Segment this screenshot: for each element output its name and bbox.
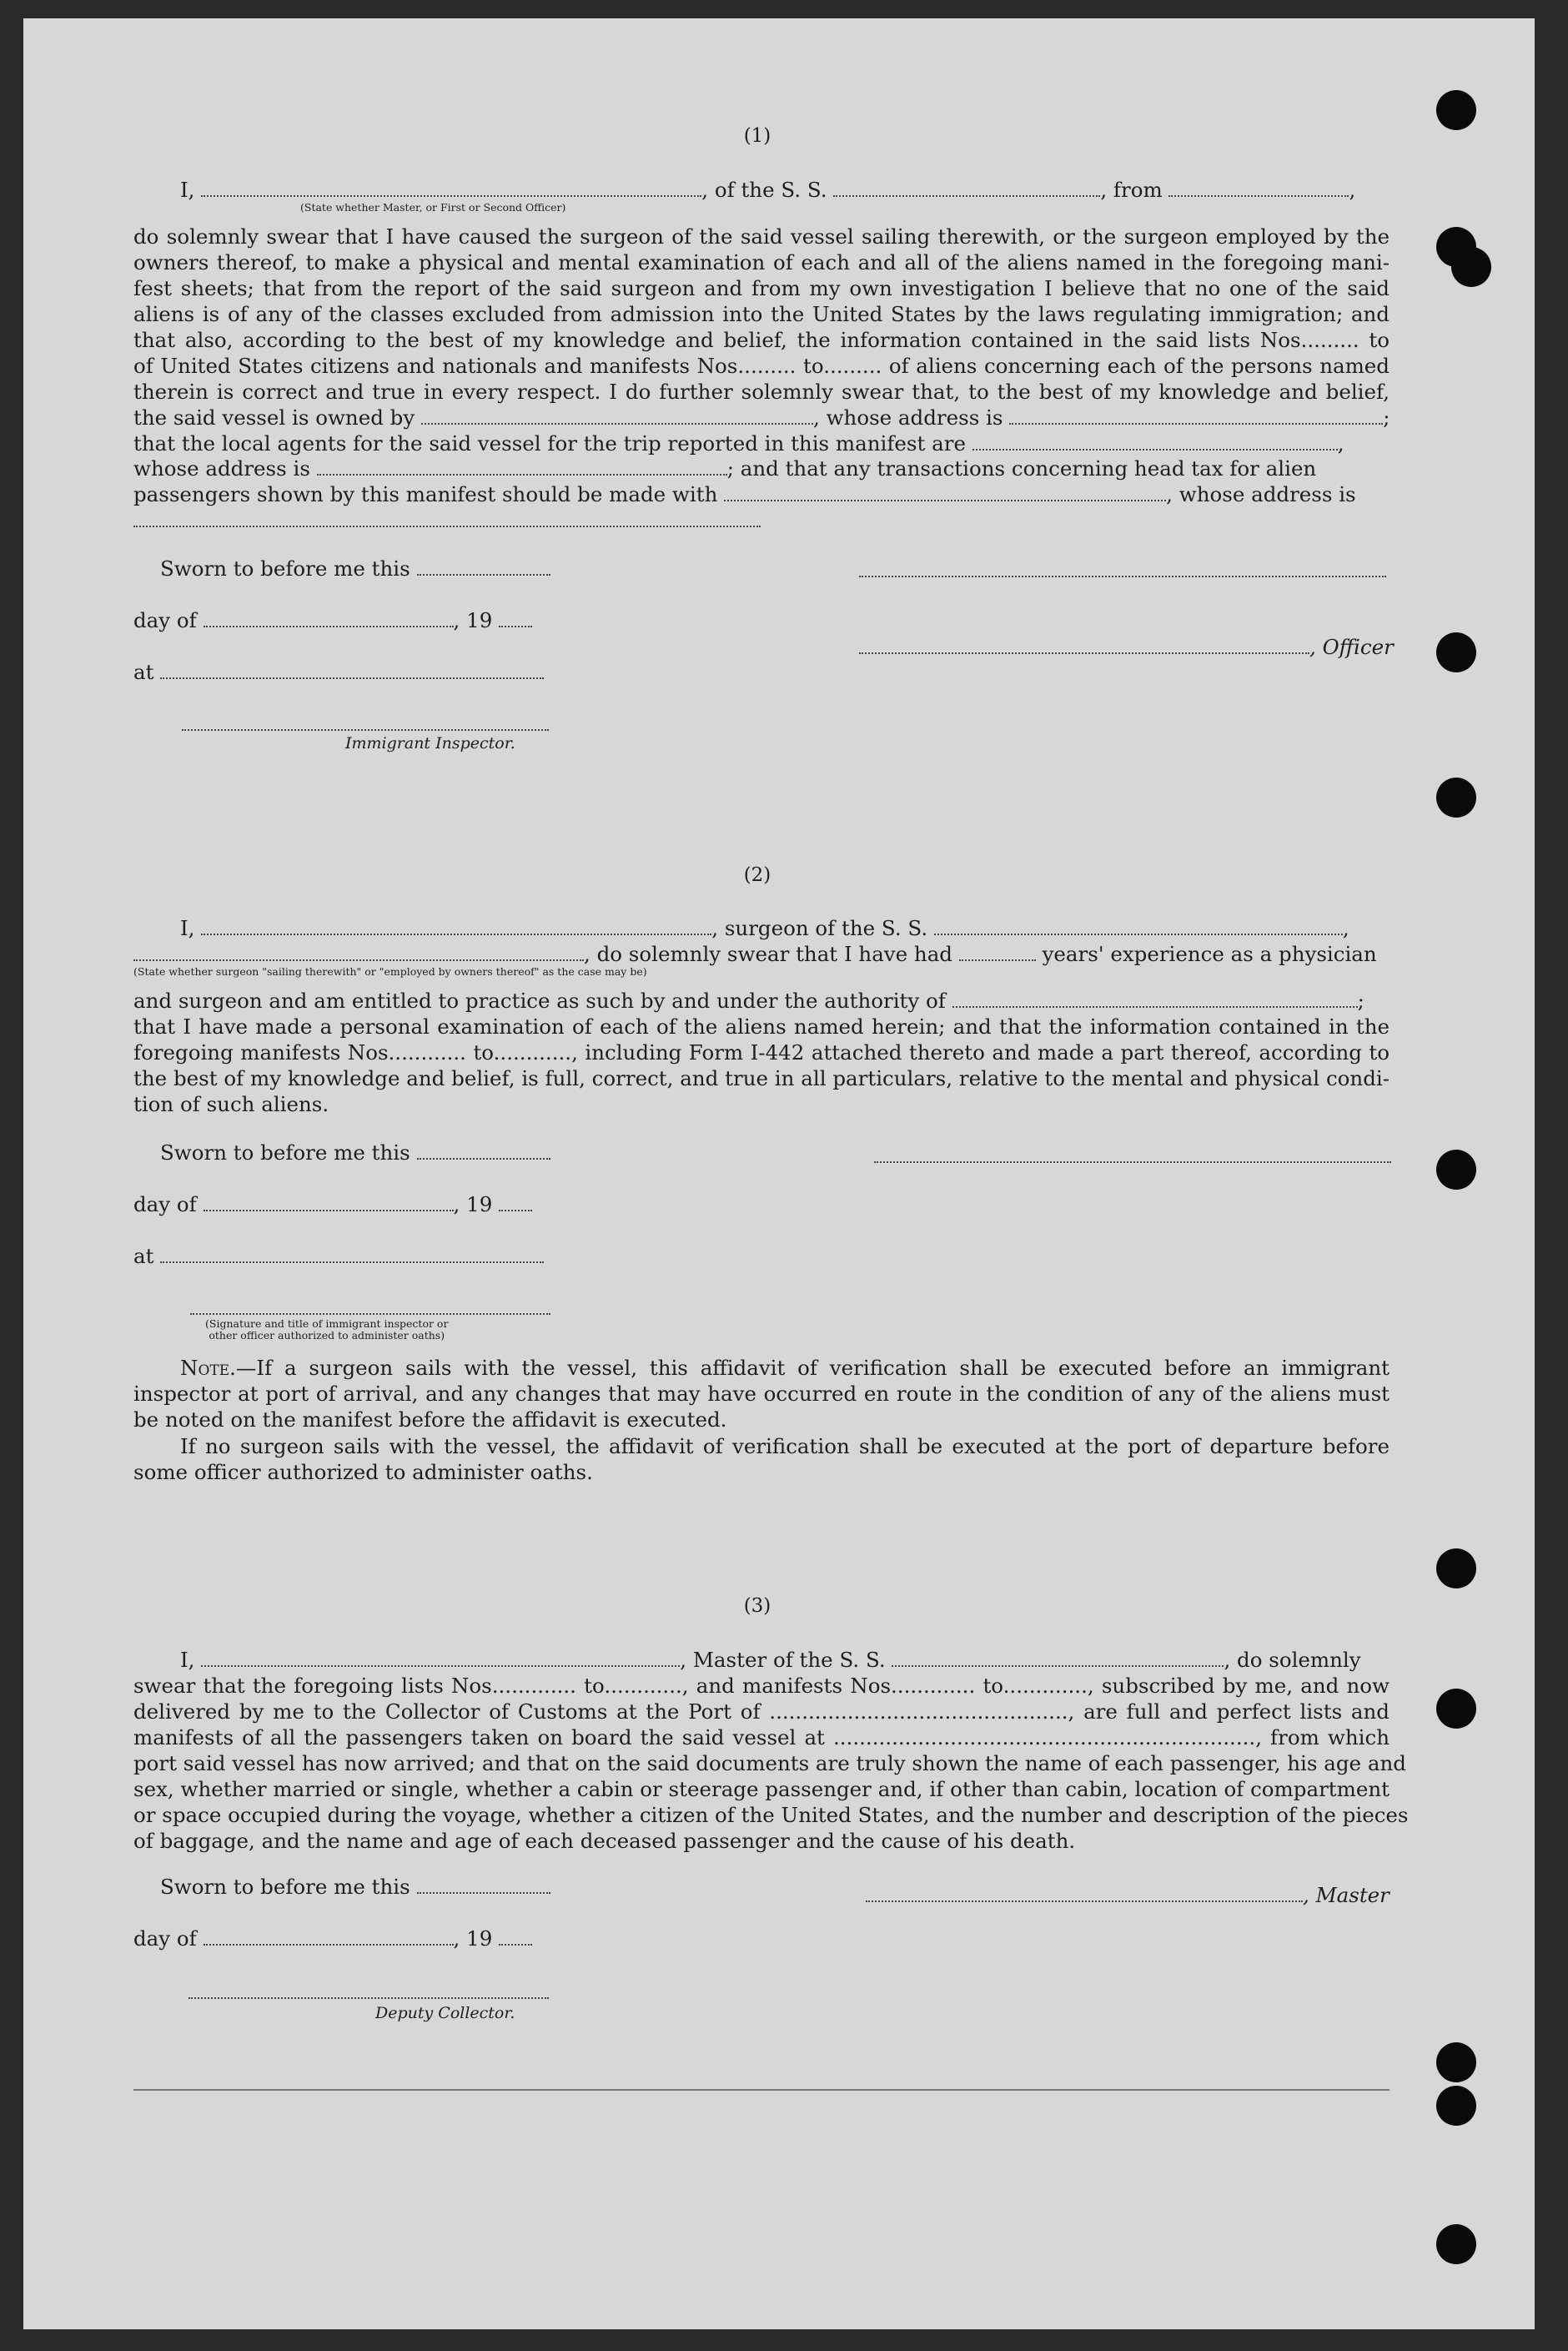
sworn-day-field[interactable] xyxy=(417,1143,550,1160)
surgeon-of-label: , surgeon of the S. S. xyxy=(711,916,928,940)
punch-hole xyxy=(1436,2086,1476,2126)
master-line-text: sex, whether married or single, whether a cabin or steerage passenger and, if other than cabin, location of compartment xyxy=(133,1777,1390,1801)
punch-hole xyxy=(1436,2042,1476,2082)
at-line xyxy=(133,659,544,685)
year-field[interactable] xyxy=(499,1929,532,1946)
oath-line: of United States citizens and nationals and manifests Nos......... to......... of aliens concerning each of the persons named xyxy=(133,354,1390,378)
note-line xyxy=(133,1355,1390,1381)
sworn-line xyxy=(160,1874,550,1900)
sworn-label: Sworn to before me this xyxy=(160,556,410,581)
punch-hole xyxy=(1436,778,1476,818)
master-of-label: , Master of the S. S. xyxy=(680,1648,886,1672)
year-label: , 19 xyxy=(453,608,493,632)
note-line: be noted on the manifest before the affidavit is executed. xyxy=(133,1407,727,1432)
sworn-day-field[interactable] xyxy=(417,559,550,576)
authority-line: and surgeon and am entitled to practice as such by and under the authority of ; xyxy=(133,989,1364,1013)
oath-line: do solemnly swear that I have caused the surgeon of the said vessel sailing therewith, or the surgeon employed by the xyxy=(133,224,1390,249)
oath-line: fest sheets; that from the report of the said surgeon and from my own investigation I believe that no one of the said xyxy=(133,276,1390,300)
master-paragraph xyxy=(133,1673,1409,1854)
sworn-line xyxy=(160,556,550,581)
master-line-text: delivered by me to the Collector of Customs at the Port of .............................................., are full and perfect lists and xyxy=(133,1699,1390,1724)
label-from: , from xyxy=(1100,178,1163,202)
master-line-text: swear that the foregoing lists Nos............. to............, and manifests Nos............. to............., subscribed by me, and now xyxy=(133,1674,1390,1698)
surgeon-line-text: that I have made a personal examination of each of the aliens named herein; and that the information contained in the xyxy=(133,1014,1390,1039)
head-tax-party-field[interactable] xyxy=(724,485,1166,501)
sig-note xyxy=(205,1318,448,1342)
agents-line: that the local agents for the said vessel for the trip reported in this manifest are , xyxy=(133,431,1344,456)
note2-paragraph xyxy=(133,1433,1390,1485)
month-field[interactable] xyxy=(204,611,454,627)
punch-hole xyxy=(1451,247,1491,287)
officer-line xyxy=(859,634,1394,660)
note2-line: some officer authorized to administer oaths. xyxy=(133,1460,593,1484)
inspector-label: Immigrant Inspector. xyxy=(345,734,515,753)
note-text: —If a surgeon sails with the vessel, this affidavit of verification shall be executed before an immigrant xyxy=(235,1356,1390,1380)
label-of-ss: , of the S. S. xyxy=(701,178,827,202)
owner-field[interactable] xyxy=(421,408,813,425)
agents-address-field[interactable] xyxy=(317,459,727,476)
surgeon-paragraph xyxy=(133,1014,1390,1117)
section-number: (3) xyxy=(743,1595,771,1617)
officer-label: , Officer xyxy=(1309,635,1394,659)
agents-label: that the local agents for the said vessel for the trip reported in this manifest are xyxy=(133,431,966,456)
note-paragraph xyxy=(133,1355,1390,1432)
master-line: I, , of the S. S. , from , xyxy=(180,178,1356,202)
master-line-text: of baggage, and the name and age of each deceased passenger and the cause of his death. xyxy=(133,1829,1076,1853)
swear-label: , do solemnly swear that I have had xyxy=(584,942,952,966)
at-label: at xyxy=(133,660,154,684)
surgeon-signature-field[interactable] xyxy=(874,1160,1391,1163)
month-field[interactable] xyxy=(204,1929,454,1946)
master-line xyxy=(180,1647,1361,1673)
day-of-line xyxy=(133,607,532,633)
surgeon-line-text: tion of such aliens. xyxy=(133,1092,329,1116)
year-label: , 19 xyxy=(453,1926,493,1951)
oath-line: owners thereof, to make a physical and mental examination of each and all of the aliens named in the foregoing mani- xyxy=(133,250,1390,274)
day-of-line xyxy=(133,1926,532,1951)
owned-line: the said vessel is owned by , whose address is ; xyxy=(133,405,1390,430)
punch-hole xyxy=(1436,90,1476,130)
month-field[interactable] xyxy=(204,1195,454,1211)
sig-note-line: other officer authorized to administer oaths) xyxy=(209,1329,445,1342)
years-field[interactable] xyxy=(959,944,1036,961)
owned-label: the said vessel is owned by xyxy=(133,405,415,430)
agents-address-line xyxy=(133,456,1316,481)
whose-address-label: , whose address is xyxy=(813,405,1003,430)
sworn-label: Sworn to before me this xyxy=(160,1875,410,1899)
surgeon-state-note: (State whether surgeon "sailing therewith" or "employed by owners thereof" as the case may be) xyxy=(133,965,647,978)
note-label: Note. xyxy=(180,1356,236,1380)
surgeon-line: I, , surgeon of the S. S. , xyxy=(180,916,1349,940)
sworn-label: Sworn to before me this xyxy=(160,1140,410,1165)
oath-line: therein is correct and true in every respect. I do further solemnly swear that, to the best of my knowledge and belief, xyxy=(133,380,1390,404)
whose-address-label: whose address is xyxy=(133,456,310,481)
label-i: I, xyxy=(180,1648,195,1672)
at-field[interactable] xyxy=(160,662,544,679)
oath-line: aliens is of any of the classes excluded from admission into the United States by the laws regulating immigration; and xyxy=(133,302,1390,326)
surgeon-line-text: the best of my knowledge and belief, is full, correct, and true in all particulars, relative to the mental and physical condi- xyxy=(133,1066,1390,1090)
punch-hole xyxy=(1436,1689,1476,1729)
oath-line: that also, according to the best of my knowledge and belief, the information contained in the said lists Nos......... to xyxy=(133,328,1390,352)
whose-address-label: , whose address is xyxy=(1166,482,1356,506)
day-of-label: day of xyxy=(133,1192,197,1216)
punch-hole xyxy=(1436,1150,1476,1190)
day-of-label: day of xyxy=(133,608,197,632)
note2-line: If no surgeon sails with the vessel, the affidavit of verification shall be executed at the port of departure before xyxy=(180,1434,1390,1458)
sworn-day-field[interactable] xyxy=(417,1877,550,1894)
experience-line xyxy=(133,941,1377,967)
officer-name-field[interactable] xyxy=(859,637,1309,654)
inspector-signature-field[interactable] xyxy=(190,1311,550,1315)
vessel-field[interactable] xyxy=(833,180,1100,197)
master-sign-line xyxy=(866,1882,1390,1908)
years-label: years' experience as a physician xyxy=(1042,942,1377,966)
master-name-field[interactable] xyxy=(201,1650,680,1667)
head-tax-address-field[interactable] xyxy=(133,524,761,527)
agents-field[interactable] xyxy=(972,434,1338,451)
at-label: at xyxy=(133,1244,154,1268)
head-tax-line xyxy=(133,481,1356,507)
passengers-label: passengers shown by this manifest should be made with xyxy=(133,482,718,506)
officer-signature-field[interactable] xyxy=(859,574,1386,577)
punch-hole xyxy=(1436,1548,1476,1588)
punch-hole xyxy=(1436,632,1476,672)
year-field[interactable] xyxy=(499,611,532,627)
section-number: (1) xyxy=(743,125,771,147)
surgeon-status-field[interactable] xyxy=(133,944,584,961)
master-line-text: port said vessel has now arrived; and that on the said documents are truly shown the name of each passenger, his age and xyxy=(133,1751,1406,1775)
year-field[interactable] xyxy=(499,1195,532,1211)
at-field[interactable] xyxy=(160,1246,544,1263)
punch-hole xyxy=(1436,2224,1476,2264)
sworn-line xyxy=(160,1140,550,1165)
head-tax-label: ; and that any transactions concerning head tax for alien xyxy=(726,456,1317,481)
master-label: , Master xyxy=(1303,1883,1390,1907)
at-line xyxy=(133,1243,544,1269)
day-of-line xyxy=(133,1191,532,1217)
from-field[interactable] xyxy=(1168,180,1349,197)
bottom-rule xyxy=(133,2089,1390,2091)
label-i: I, xyxy=(180,916,195,940)
do-solemnly-label: , do solemnly xyxy=(1224,1648,1361,1672)
label-i: I, xyxy=(180,178,195,202)
master-line-text: manifests of all the passengers taken on board the said vessel at ................................................................., from which xyxy=(133,1725,1390,1749)
year-label: , 19 xyxy=(453,1192,493,1216)
master-signature-field[interactable] xyxy=(866,1885,1303,1902)
authority-label: and surgeon and am entitled to practice as such by and under the authority of xyxy=(133,989,946,1013)
section-number: (2) xyxy=(743,864,771,886)
name-field[interactable] xyxy=(201,180,701,197)
sig-note-line: (Signature and title of immigrant inspector or xyxy=(205,1317,449,1330)
authority-field[interactable] xyxy=(952,991,1358,1008)
surgeon-vessel-field[interactable] xyxy=(934,919,1343,935)
collector-label: Deputy Collector. xyxy=(375,2004,515,2022)
state-note: (State whether Master, or First or Second Officer) xyxy=(300,201,566,214)
surgeon-line-text: foregoing manifests Nos............ to............, including Form I-442 attached thereto and made a part thereof, according to xyxy=(133,1040,1390,1065)
note-line: inspector at port of arrival, and any changes that may have occurred en route in the condition of any of the aliens must xyxy=(133,1382,1390,1406)
day-of-label: day of xyxy=(133,1926,197,1951)
collector-signature-field[interactable] xyxy=(188,1996,549,1999)
oath-paragraph xyxy=(133,224,1390,405)
owner-address-field[interactable] xyxy=(1009,408,1383,425)
surgeon-name-field[interactable] xyxy=(201,919,711,935)
master-vessel-field[interactable] xyxy=(892,1650,1224,1667)
master-line-text: or space occupied during the voyage, whether a citizen of the United States, and the number and description of the pieces xyxy=(133,1803,1409,1827)
